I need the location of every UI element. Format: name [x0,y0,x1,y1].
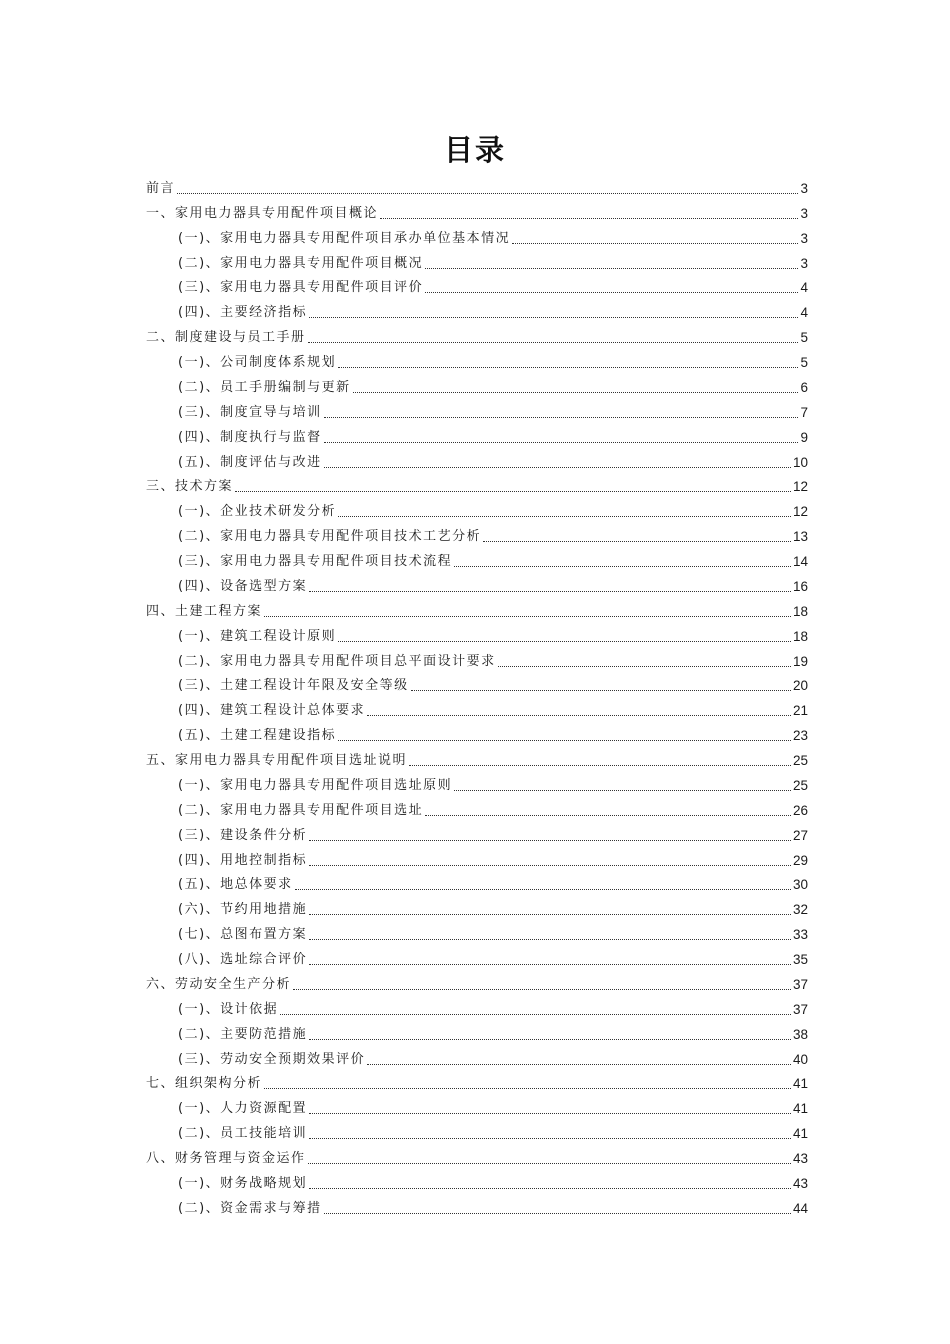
toc-page-number: 27 [792,827,808,843]
toc-entry[interactable] [146,945,808,970]
toc-dot-leader [409,765,791,766]
toc-dot-leader [353,392,799,393]
toc-dot-leader [293,989,791,990]
toc-page-number: 13 [792,529,808,545]
toc-page-number: 43 [792,1151,808,1166]
toc-dot-leader [367,715,791,716]
toc-entry-label: 六、劳动安全生产分析 [146,976,292,992]
toc-entry[interactable] [146,895,808,920]
toc-entry[interactable] [146,871,808,896]
toc-dot-leader [338,641,791,642]
toc-dot-leader [295,889,791,890]
toc-page-number: 25 [792,753,808,768]
toc-dot-leader [367,1064,791,1065]
toc-entry-label: (三)、建设条件分析 [178,827,308,843]
toc-dot-leader [309,1039,791,1040]
toc-page-number: 41 [792,1101,808,1117]
toc-entry-label: (一)、公司制度体系规划 [178,355,337,370]
toc-entry[interactable] [146,547,808,572]
toc-page-number: 6 [800,379,808,395]
toc-entry-label: (二)、家用电力器具专用配件项目技术工艺分析 [178,529,482,545]
toc-entry-label: (二)、员工手册编制与更新 [178,379,351,395]
toc-entry[interactable] [146,821,808,846]
toc-entry-label: 一、家用电力器具专用配件项目概论 [146,205,379,221]
toc-entry-label: (二)、家用电力器具专用配件项目选址 [178,802,424,818]
toc-dot-leader [454,790,791,791]
toc-page-number: 25 [792,777,808,793]
toc-entry[interactable] [146,274,808,299]
toc-entry[interactable] [146,1020,808,1045]
toc-title: 目录 [443,133,506,167]
toc-page-number: 19 [792,653,808,669]
toc-entry-label: (七)、总图布置方案 [178,927,308,943]
toc-entry[interactable] [146,174,808,199]
toc-page-number: 38 [792,1026,808,1042]
toc-dot-leader [309,939,791,940]
toc-entry[interactable] [146,1119,808,1144]
toc-entry[interactable] [146,398,808,423]
toc-dot-leader [309,840,791,841]
toc-entry-label: (一)、设计依据 [178,1001,279,1017]
toc-page-number: 40 [792,1051,808,1067]
toc-entry[interactable] [146,1194,808,1219]
toc-page-number: 3 [800,205,808,221]
toc-entry-label: (四)、制度执行与监督 [178,429,322,445]
toc-entry[interactable] [146,298,808,323]
toc-entry[interactable] [146,373,808,398]
toc-entry-label: 二、制度建设与员工手册 [146,330,306,346]
toc-dot-leader [324,1213,791,1214]
toc-dot-leader [264,1088,791,1089]
toc-entry[interactable] [146,696,808,721]
toc-entry[interactable] [146,224,808,249]
toc-dot-leader [324,467,791,468]
toc-entry-label: 七、组织架构分析 [146,1076,263,1092]
toc-dot-leader [338,367,798,368]
toc-dot-leader [264,616,791,617]
toc-entry[interactable] [146,1045,808,1070]
toc-page-number: 18 [792,603,808,619]
toc-page-number: 44 [792,1200,808,1216]
toc-entry[interactable] [146,199,808,224]
toc-entry[interactable] [146,970,808,995]
toc-page-number: 41 [792,1076,808,1092]
toc-dot-leader [454,566,791,567]
toc-entry-label: (一)、家用电力器具专用配件项目选址原则 [178,777,453,793]
toc-entry[interactable] [146,473,808,498]
toc-page-number: 5 [800,355,808,370]
toc-entry[interactable] [146,1094,808,1119]
toc-entry-label: 八、财务管理与资金运作 [146,1151,306,1166]
toc-dot-leader [309,317,798,318]
toc-page-number: 26 [792,802,808,818]
toc-dot-leader [380,218,798,219]
toc-entry-label: 五、家用电力器具专用配件项目选址说明 [146,753,408,768]
toc-dot-leader [338,516,791,517]
toc-entry-label: (三)、土建工程设计年限及安全等级 [178,678,409,694]
toc-entry-label: (一)、家用电力器具专用配件项目承办单位基本情况 [178,230,511,246]
toc-dot-leader [308,1163,791,1164]
toc-entry[interactable] [146,597,808,622]
toc-entry[interactable] [146,448,808,473]
toc-page-number: 12 [792,504,808,520]
toc-dot-leader [235,491,791,492]
toc-dot-leader [309,1113,791,1114]
toc-entry-label: (八)、选址综合评价 [178,952,308,967]
toc-entry[interactable] [146,348,808,373]
toc-entry-label: (三)、家用电力器具专用配件项目评价 [178,280,424,296]
toc-entry[interactable] [146,746,808,771]
toc-dot-leader [512,243,798,244]
toc-entry[interactable] [146,920,808,945]
toc-entry-label: 四、土建工程方案 [146,603,263,619]
toc-entry-label: (二)、资金需求与筹措 [178,1200,322,1216]
toc-entry[interactable] [146,249,808,274]
toc-entry-label: (四)、用地控制指标 [178,852,308,868]
toc-entry-label: (二)、员工技能培训 [178,1126,308,1142]
toc-page-number: 33 [792,927,808,943]
toc-entry[interactable] [146,323,808,348]
toc-entry-label: (一)、建筑工程设计原则 [178,628,337,644]
toc-dot-leader [308,342,799,343]
toc-dot-leader [309,914,791,915]
toc-page-number: 18 [792,628,808,644]
toc-page-number: 5 [800,330,808,346]
toc-entry-label: (五)、土建工程建设指标 [178,728,337,744]
toc-entry-label: (三)、制度宣导与培训 [178,404,322,420]
toc-page-number: 9 [800,429,808,445]
toc-page-number: 3 [800,230,808,246]
toc-entry[interactable] [146,1169,808,1194]
toc-page-number: 41 [792,1126,808,1142]
toc-entry[interactable] [146,796,808,821]
toc-page-number: 37 [792,976,808,992]
toc-page-number: 20 [792,678,808,694]
toc-dot-leader [309,591,791,592]
toc-entry[interactable] [146,1070,808,1095]
toc-page-number: 37 [792,1001,808,1017]
toc-list [146,174,808,1219]
toc-entry-label: (三)、家用电力器具专用配件项目技术流程 [178,554,453,569]
toc-entry-label: (一)、企业技术研发分析 [178,504,337,520]
toc-dot-leader [425,292,798,293]
toc-page-number: 21 [792,703,808,719]
toc-page-number: 3 [800,180,808,196]
toc-page-number: 30 [792,877,808,893]
toc-entry[interactable] [146,647,808,672]
toc-entry-label: (二)、家用电力器具专用配件项目总平面设计要求 [178,653,496,669]
toc-dot-leader [425,268,798,269]
toc-entry-label: 三、技术方案 [146,479,234,495]
toc-dot-leader [411,690,791,691]
toc-page-number: 43 [792,1175,808,1191]
toc-entry-label: (六)、节约用地措施 [178,902,308,918]
toc-dot-leader [498,666,791,667]
toc-entry-label: (四)、主要经济指标 [178,305,308,321]
toc-entry-label: (四)、建筑工程设计总体要求 [178,703,366,719]
toc-entry[interactable] [146,522,808,547]
toc-entry[interactable] [146,672,808,697]
toc-page-number: 35 [792,952,808,967]
toc-entry[interactable] [146,497,808,522]
toc-page-number: 16 [792,578,808,594]
toc-entry[interactable] [146,622,808,647]
toc-entry-label: (五)、地总体要求 [178,877,293,893]
toc-entry-label: (五)、制度评估与改进 [178,454,322,470]
toc-dot-leader [483,541,791,542]
toc-entry-label: (一)、人力资源配置 [178,1101,308,1117]
toc-entry[interactable] [146,572,808,597]
toc-entry-label: (二)、主要防范措施 [178,1026,308,1042]
toc-page-number: 23 [792,728,808,744]
toc-page-number: 12 [792,479,808,495]
toc-dot-leader [309,1138,791,1139]
toc-dot-leader [324,442,799,443]
toc-entry-label: (三)、劳动安全预期效果评价 [178,1051,366,1067]
toc-dot-leader [338,740,791,741]
toc-entry[interactable] [146,1144,808,1169]
toc-entry[interactable] [146,846,808,871]
toc-page-number: 29 [792,852,808,868]
toc-entry-label: (二)、家用电力器具专用配件项目概况 [178,255,424,271]
toc-dot-leader [309,865,791,866]
toc-page-number: 14 [792,554,808,569]
toc-dot-leader [177,193,798,194]
toc-page-number: 4 [800,305,808,321]
toc-dot-leader [309,964,791,965]
toc-entry[interactable] [146,423,808,448]
toc-dot-leader [280,1014,791,1015]
toc-page-number: 32 [792,902,808,918]
toc-entry[interactable] [146,995,808,1020]
toc-page-number: 3 [800,255,808,271]
toc-page-number: 4 [800,280,808,296]
toc-entry-label: (四)、设备选型方案 [178,578,308,594]
toc-dot-leader [309,1188,791,1189]
toc-entry-label: (一)、财务战略规划 [178,1175,308,1191]
toc-page-number: 10 [792,454,808,470]
toc-entry[interactable] [146,721,808,746]
toc-entry[interactable] [146,771,808,796]
toc-entry-label: 前言 [146,180,176,196]
toc-page-number: 7 [800,404,808,420]
toc-dot-leader [425,815,791,816]
toc-dot-leader [324,417,799,418]
